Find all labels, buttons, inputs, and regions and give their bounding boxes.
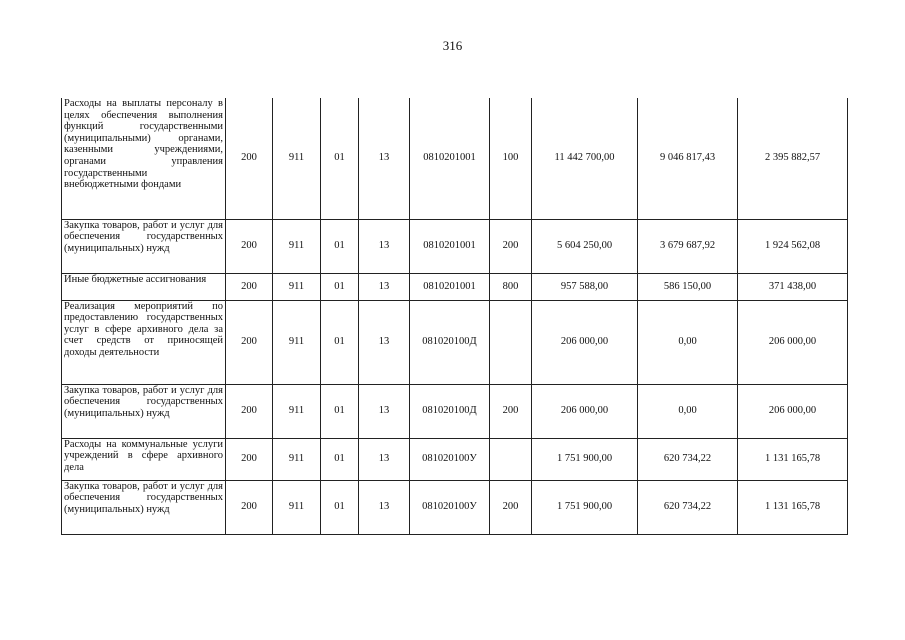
subsection-code-cell: 13 — [359, 300, 410, 384]
grbs-code-cell: 200 — [226, 438, 273, 480]
executed-amount-cell: 3 679 687,92 — [638, 219, 738, 273]
subsection-code-cell: 13 — [359, 438, 410, 480]
subsection-code-cell: 13 — [359, 98, 410, 219]
section-code-cell: 01 — [321, 98, 359, 219]
expense-type-cell: 200 — [490, 219, 532, 273]
expense-type-cell: 100 — [490, 98, 532, 219]
expense-type-cell — [490, 300, 532, 384]
table-row — [62, 98, 848, 219]
planned-amount-cell: 5 604 250,00 — [532, 219, 638, 273]
department-code-cell: 911 — [273, 438, 321, 480]
department-code-cell: 911 — [273, 219, 321, 273]
remaining-amount-cell: 1 131 165,78 — [738, 438, 848, 480]
page-number: 316 — [442, 38, 463, 53]
expense-type-cell: 800 — [490, 273, 532, 300]
target-article-cell: 081020100У — [410, 438, 490, 480]
grbs-code-cell: 200 — [226, 480, 273, 534]
planned-amount-cell: 206 000,00 — [532, 384, 638, 438]
expense-name-cell: Закупка товаров, работ и услуг для обеспечения государственных (муниципальных) нужд — [62, 219, 226, 273]
section-code-cell: 01 — [321, 300, 359, 384]
section-code-cell: 01 — [321, 384, 359, 438]
planned-amount-cell: 206 000,00 — [532, 300, 638, 384]
department-code-cell: 911 — [273, 98, 321, 219]
target-article-cell: 081020100Д — [410, 384, 490, 438]
subsection-code-cell: 13 — [359, 480, 410, 534]
expense-name-cell: Расходы на выплаты персоналу в целях обеспечения выполнения функций государственными (муниципальными) органами, казенными учреждениями, органами управления государственными внебюджетными фондами — [62, 98, 226, 219]
grbs-code-cell: 200 — [226, 98, 273, 219]
grbs-code-cell: 200 — [226, 273, 273, 300]
target-article-cell: 081020100Д — [410, 300, 490, 384]
target-article-cell: 0810201001 — [410, 273, 490, 300]
planned-amount-cell: 11 442 700,00 — [532, 98, 638, 219]
subsection-code-cell: 13 — [359, 273, 410, 300]
target-article-cell: 0810201001 — [410, 98, 490, 219]
executed-amount-cell: 0,00 — [638, 300, 738, 384]
expense-name-cell: Расходы на коммунальные услуги учреждений в сфере архивного дела — [62, 438, 226, 480]
remaining-amount-cell: 206 000,00 — [738, 384, 848, 438]
subsection-code-cell: 13 — [359, 219, 410, 273]
grbs-code-cell: 200 — [226, 384, 273, 438]
department-code-cell: 911 — [273, 384, 321, 438]
budget-table — [61, 98, 848, 535]
table-row — [62, 438, 848, 480]
target-article-cell: 081020100У — [410, 480, 490, 534]
executed-amount-cell: 620 734,22 — [638, 480, 738, 534]
expense-type-cell: 200 — [490, 384, 532, 438]
remaining-amount-cell: 1 924 562,08 — [738, 219, 848, 273]
planned-amount-cell: 957 588,00 — [532, 273, 638, 300]
remaining-amount-cell: 371 438,00 — [738, 273, 848, 300]
expense-name-cell: Иные бюджетные ассигнования — [62, 273, 226, 300]
planned-amount-cell: 1 751 900,00 — [532, 438, 638, 480]
department-code-cell: 911 — [273, 273, 321, 300]
expense-name-cell: Закупка товаров, работ и услуг для обеспечения государственных (муниципальных) нужд — [62, 480, 226, 534]
table-row — [62, 219, 848, 273]
section-code-cell: 01 — [321, 219, 359, 273]
remaining-amount-cell: 2 395 882,57 — [738, 98, 848, 219]
executed-amount-cell: 586 150,00 — [638, 273, 738, 300]
department-code-cell: 911 — [273, 300, 321, 384]
expense-type-cell: 200 — [490, 480, 532, 534]
expense-type-cell — [490, 438, 532, 480]
executed-amount-cell: 0,00 — [638, 384, 738, 438]
subsection-code-cell: 13 — [359, 384, 410, 438]
grbs-code-cell: 200 — [226, 300, 273, 384]
table-row — [62, 480, 848, 534]
table-row — [62, 300, 848, 384]
department-code-cell: 911 — [273, 480, 321, 534]
executed-amount-cell: 9 046 817,43 — [638, 98, 738, 219]
remaining-amount-cell: 206 000,00 — [738, 300, 848, 384]
target-article-cell: 0810201001 — [410, 219, 490, 273]
executed-amount-cell: 620 734,22 — [638, 438, 738, 480]
table-row — [62, 384, 848, 438]
remaining-amount-cell: 1 131 165,78 — [738, 480, 848, 534]
grbs-code-cell: 200 — [226, 219, 273, 273]
expense-name-cell: Реализация мероприятий по предоставлению государственных услуг в сфере архивного дела за счет средств от приносящей доходы деятельности — [62, 300, 226, 384]
planned-amount-cell: 1 751 900,00 — [532, 480, 638, 534]
section-code-cell: 01 — [321, 273, 359, 300]
table-row — [62, 273, 848, 300]
section-code-cell: 01 — [321, 438, 359, 480]
expense-name-cell: Закупка товаров, работ и услуг для обеспечения государственных (муниципальных) нужд — [62, 384, 226, 438]
section-code-cell: 01 — [321, 480, 359, 534]
